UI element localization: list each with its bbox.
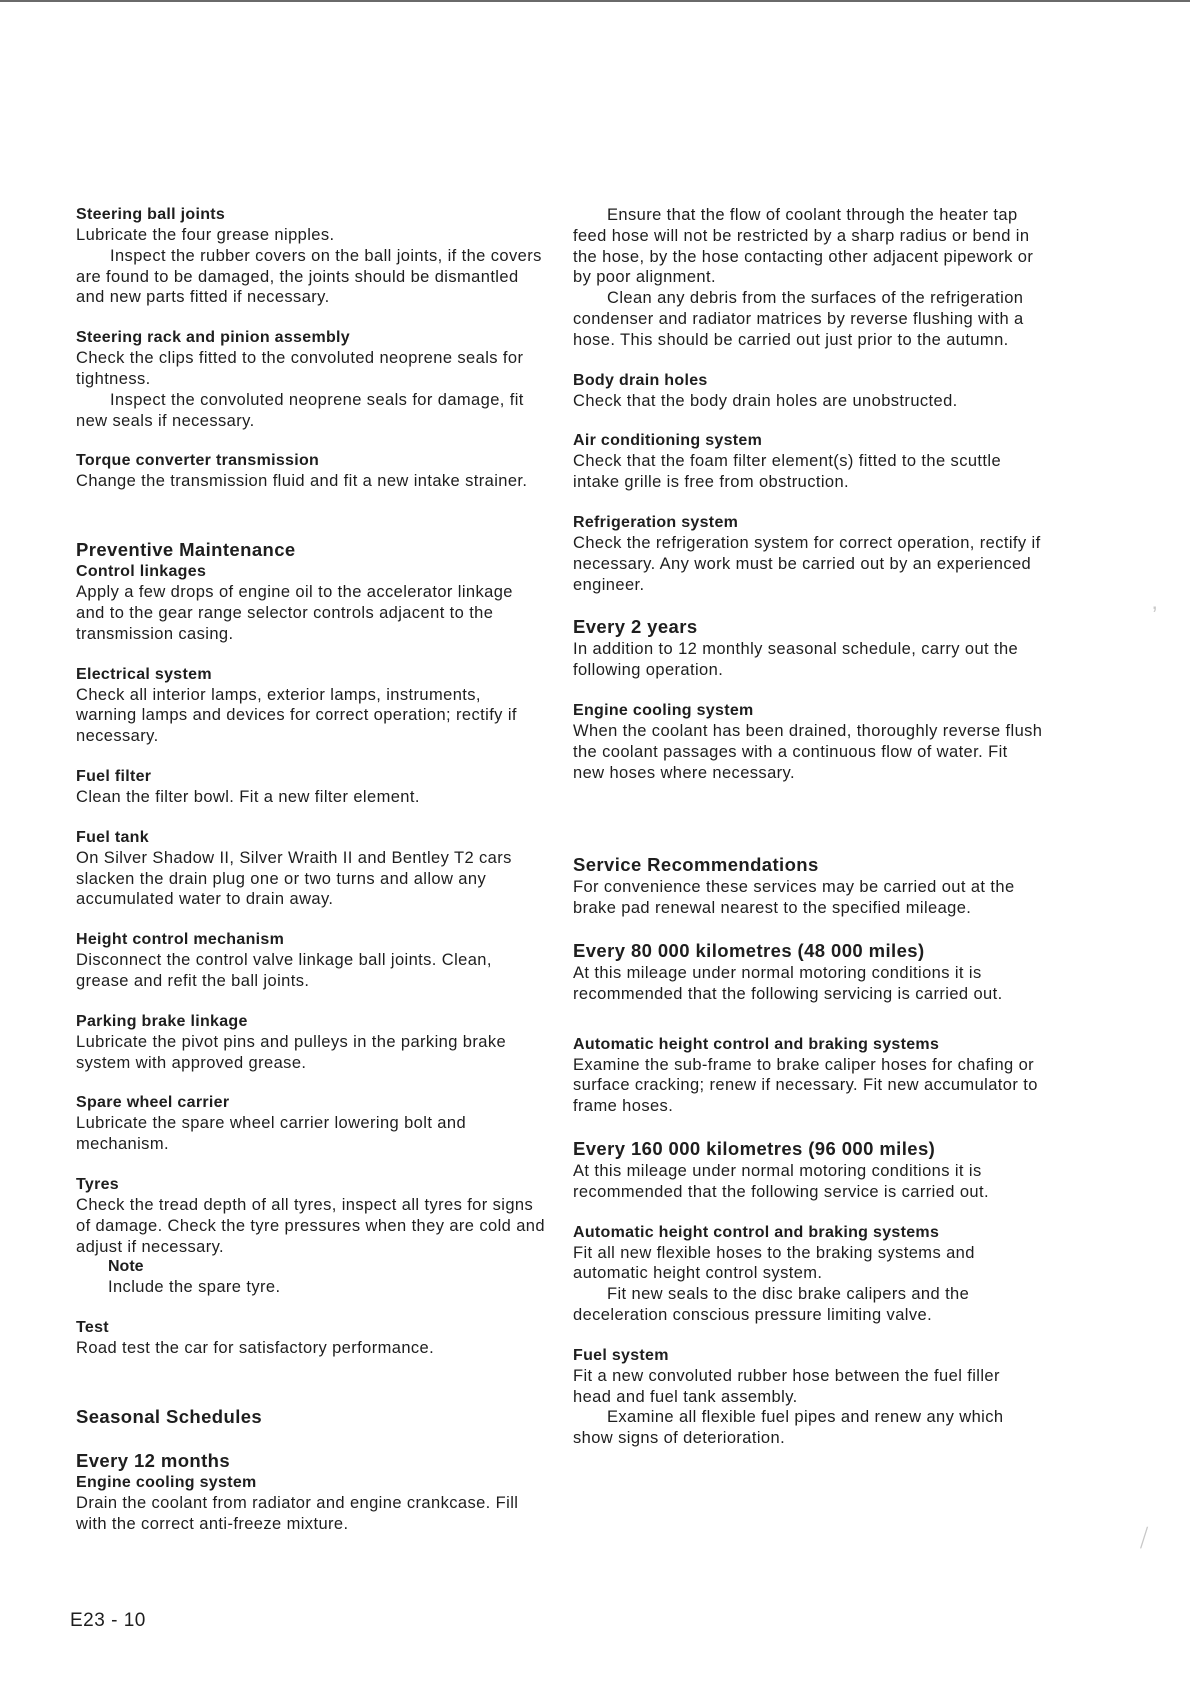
body-paragraph: Check all interior lamps, exterior lamps, instruments, warning lamps and devices for correct operation; rectify if necessary.	[76, 685, 517, 746]
major-heading: Service Recommendations	[573, 854, 819, 876]
section-heading: Engine cooling system	[76, 1473, 257, 1491]
scan-artifact-mark: ⧸	[1140, 1525, 1149, 1552]
section-heading: Fuel filter	[76, 767, 152, 785]
major-heading: Every 80 000 kilometres (48 000 miles)	[573, 939, 925, 961]
body-paragraph: Inspect the convoluted neoprene seals for damage, fit new seals if necessary.	[76, 390, 524, 430]
body-paragraph: Change the transmission fluid and fit a new intake strainer.	[76, 472, 528, 491]
section-heading: Fuel system	[573, 1346, 669, 1364]
body-paragraph: At this mileage under normal motoring conditions it is recommended that the following service is carried out.	[573, 1161, 989, 1201]
body-paragraph: Examine the sub-frame to brake caliper hoses for chafing or surface cracking; renew if necessary. Fit new accumulator to frame hoses.	[573, 1055, 1038, 1116]
scan-artifact-mark: ’	[1152, 602, 1158, 629]
body-paragraph: Inspect the rubber covers on the ball joints, if the covers are found to be damaged, the joints should be dismantled and new parts fitted if necessary.	[76, 246, 542, 307]
body-paragraph: On Silver Shadow II, Silver Wraith II and Bentley T2 cars slacken the drain plug one or two turns and allow any accumulated water to drain away.	[76, 848, 512, 909]
page-number: E23 - 10	[70, 1610, 146, 1631]
body-paragraph: When the coolant has been drained, thoroughly reverse flush the coolant passages with a continuous flow of water. Fit new hoses where necessary.	[573, 721, 1043, 782]
section-heading: Steering rack and pinion assembly	[76, 329, 350, 347]
body-paragraph: Lubricate the pivot pins and pulleys in the parking brake system with approved grease.	[76, 1032, 507, 1072]
page-top-border	[0, 0, 1190, 2]
body-paragraph: Road test the car for satisfactory performance.	[76, 1339, 435, 1358]
body-paragraph: For convenience these services may be carried out at the brake pad renewal nearest to the specified mileage.	[573, 878, 1015, 918]
section-heading: Automatic height control and braking systems	[573, 1223, 940, 1241]
note-text: Include the spare tyre.	[108, 1278, 281, 1297]
body-paragraph: At this mileage under normal motoring conditions it is recommended that the following servicing is carried out.	[573, 963, 1003, 1003]
section-heading: Fuel tank	[76, 828, 149, 846]
body-paragraph: Fit a new convoluted rubber hose between the fuel filler head and fuel tank assembly.	[573, 1366, 1000, 1406]
body-paragraph: Examine all flexible fuel pipes and renew any which show signs of deterioration.	[573, 1408, 1004, 1448]
body-paragraph: Apply a few drops of engine oil to the accelerator linkage and to the gear range selector controls adjacent to the transmission casing.	[76, 583, 513, 643]
section-heading: Steering ball joints	[76, 206, 226, 223]
body-paragraph: Disconnect the control valve linkage ball joints. Clean, grease and refit the ball joints.	[76, 951, 492, 990]
body-paragraph: Check that the body drain holes are unobstructed.	[573, 391, 958, 410]
major-heading: Every 12 months	[76, 1449, 231, 1471]
body-paragraph: Fit all new flexible hoses to the braking systems and automatic height control system.	[573, 1243, 975, 1283]
section-heading: Body drain holes	[573, 371, 708, 389]
right-column	[573, 205, 1043, 1449]
note-heading: Note	[108, 1258, 144, 1276]
body-paragraph: In addition to 12 monthly seasonal schedule, carry out the following operation.	[573, 640, 1019, 680]
major-heading: Every 2 years	[573, 616, 698, 638]
section-heading: Refrigeration system	[573, 513, 739, 531]
body-paragraph: Drain the coolant from radiator and engine crankcase. Fill with the correct anti-freeze mixture.	[76, 1493, 519, 1533]
body-paragraph: Fit new seals to the disc brake calipers and the deceleration conscious pressure limiting valve.	[573, 1285, 970, 1324]
body-paragraph: Clean the filter bowl. Fit a new filter element.	[76, 787, 420, 806]
section-heading: Electrical system	[76, 665, 212, 683]
body-paragraph: Clean any debris from the surfaces of the refrigeration condenser and radiator matrices by reverse flushing with a hose. This should be carried out just prior to the autumn.	[573, 289, 1024, 349]
body-paragraph: Ensure that the flow of coolant through the heater tap feed hose will not be restricted by a sharp radius or bend in the hose, by the hose contacting other adjacent pipework or by poor alignment.	[573, 206, 1034, 287]
body-paragraph: Check the clips fitted to the convoluted neoprene seals for tightness.	[76, 349, 524, 388]
section-heading: Air conditioning system	[573, 432, 763, 450]
section-heading: Spare wheel carrier	[76, 1094, 230, 1112]
left-column	[76, 205, 546, 1535]
section-heading: Parking brake linkage	[76, 1012, 248, 1030]
section-heading: Automatic height control and braking systems	[573, 1035, 940, 1053]
body-paragraph: Lubricate the four grease nipples.	[76, 226, 335, 244]
section-heading: Control linkages	[76, 563, 207, 581]
major-heading: Preventive Maintenance	[76, 539, 296, 561]
body-paragraph: Lubricate the spare wheel carrier lowering bolt and mechanism.	[76, 1114, 467, 1154]
section-heading: Height control mechanism	[76, 931, 285, 949]
section-heading: Tyres	[76, 1175, 120, 1193]
body-paragraph: Check the tread depth of all tyres, inspect all tyres for signs of damage. Check the tyre pressures when they are cold and adjust if necessary.	[76, 1195, 545, 1256]
major-heading: Every 160 000 kilometres (96 000 miles)	[573, 1137, 936, 1159]
body-paragraph: Check that the foam filter element(s) fitted to the scuttle intake grille is free from obstruction.	[573, 452, 1002, 492]
section-heading: Torque converter transmission	[76, 452, 320, 470]
section-heading: Engine cooling system	[573, 701, 754, 719]
major-heading: Seasonal Schedules	[76, 1405, 263, 1427]
body-paragraph: Check the refrigeration system for correct operation, rectify if necessary. Any work must be carried out by an experienced engineer.	[573, 533, 1041, 594]
section-heading: Test	[76, 1319, 109, 1337]
